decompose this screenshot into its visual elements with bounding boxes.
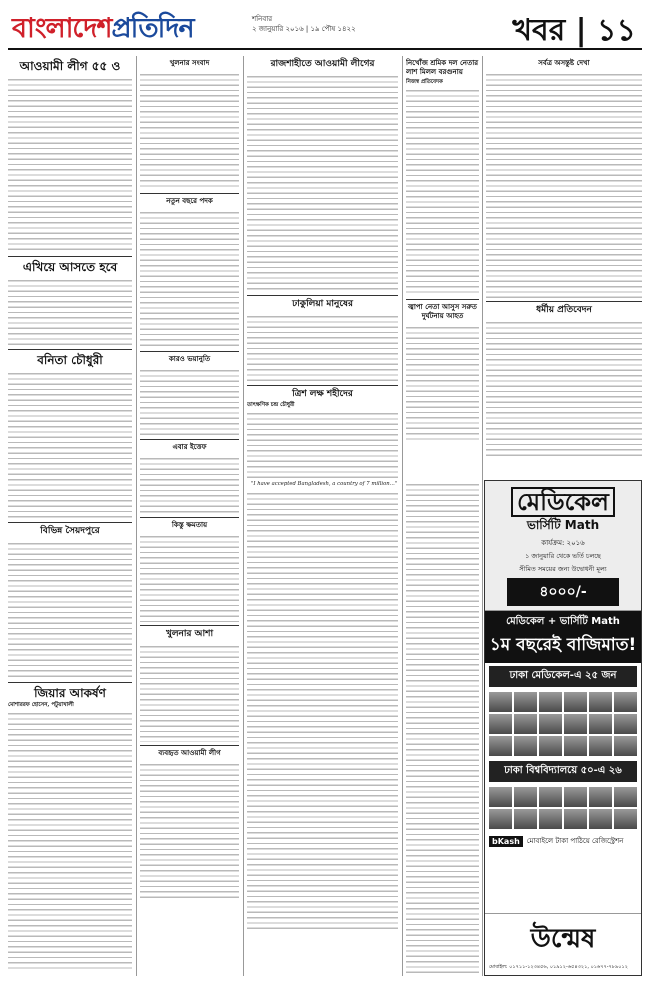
student-photo [614, 809, 637, 829]
headline: জিয়ার আকর্ষণ [34, 686, 106, 700]
column-1 [8, 56, 132, 976]
student-photo [489, 692, 512, 712]
article-text [140, 366, 239, 436]
ad-brand: উন্মেষ [530, 924, 596, 954]
article-text [406, 480, 479, 976]
bkash-note: মোবাইলে টাকা পাঠিয়ে রেজিস্ট্রেশন [526, 837, 624, 845]
quote-text: "I have accepted Bangladesh, a country of 7 million..." [251, 480, 398, 487]
headline: কিস্তু ক্ষমতায় [171, 521, 208, 529]
headline: সর্বত্র অসন্তুষ্ট দেখা [538, 59, 590, 67]
headline: খুলনার সংবাদ [169, 59, 210, 67]
bkash-row [489, 835, 637, 847]
column-3 [247, 56, 398, 976]
article-text [406, 86, 479, 296]
newspaper-logo [12, 8, 194, 53]
ad-result-university: ঢাকা বিশ্ববিদ্যালয়ে ৫০-এ ২৬ [489, 761, 637, 782]
student-photo [589, 714, 612, 734]
article-text [406, 323, 479, 443]
byline: তাৎক্ষণিক চন্দ্র চৌধুরী [247, 402, 295, 408]
ad-subtitle: ভার্সিটি Math [526, 518, 600, 532]
column-2 [140, 56, 239, 976]
article-text [140, 532, 239, 622]
article-text [247, 409, 398, 479]
byline: নিজস্ব প্রতিবেদক [406, 79, 443, 85]
headline: ব্যবহৃত আওয়ামী লীগ [158, 749, 221, 757]
student-photo [514, 714, 537, 734]
headline: জ্বাপা নেতা আসুস সরুত দুর্ঘটনায় আহত [408, 302, 477, 320]
date-label: ২ জানুয়ারি ২০১৬ | ১৯ পৌষ ১৪২২ [252, 25, 356, 33]
student-photo [589, 809, 612, 829]
headline: বিভিন্ন সৈয়দপুরে [40, 526, 100, 536]
student-photo [614, 736, 637, 756]
student-photo [539, 736, 562, 756]
dateline [252, 14, 356, 34]
article-text [8, 369, 132, 519]
ad-result-medical: ঢাকা মেডিকেল-এ ২৫ জন [489, 666, 637, 687]
ad-banner-line2: ১ম বছরেই বাজিমাত! [485, 632, 641, 663]
article-text [8, 709, 132, 969]
ad-price: ৪০০০/- [507, 578, 619, 606]
student-photo [589, 736, 612, 756]
student-photo [489, 714, 512, 734]
ad-footer [485, 913, 641, 975]
student-photo [489, 787, 512, 807]
article-text [8, 75, 132, 253]
article-text [140, 642, 239, 742]
bkash-logo: bKash [489, 836, 523, 847]
headline: ধর্মীয় প্রতিবেদন [536, 305, 592, 315]
column-divider [243, 56, 244, 976]
article-text [140, 208, 239, 348]
student-photo [489, 809, 512, 829]
student-photo [614, 787, 637, 807]
logo-accent: প্রতিদিন [111, 13, 194, 44]
student-photo [589, 787, 612, 807]
student-photo [564, 736, 587, 756]
article-text [247, 72, 398, 292]
column-4 [406, 56, 479, 476]
headline: এবার ইত্তেফ [172, 443, 207, 451]
student-photo-grid [485, 785, 641, 831]
article-text [8, 276, 132, 346]
day-label: শনিবার [252, 15, 273, 23]
article-text [247, 312, 398, 382]
advertisement [484, 480, 642, 976]
headline: রাজশাহীতে আওয়ামী লীগের [270, 59, 375, 69]
student-photo [514, 736, 537, 756]
logo-main: বাংলাদেশ [12, 13, 112, 44]
student-photo [614, 714, 637, 734]
ad-start-line: ১ জানুয়ারি থেকে ভর্তি চলছে [525, 552, 601, 560]
section-title: খবর | ১১ [512, 13, 636, 48]
headline: বনিতা চৌধুরী [37, 353, 103, 367]
headline: আওয়ামী লীগ ৫৫ ও [19, 59, 121, 73]
student-photo [539, 692, 562, 712]
article-text [140, 454, 239, 514]
ad-header [485, 481, 641, 611]
headline: নতুন বছরে পদক [166, 197, 213, 205]
headline: ত্রিশ লক্ষ শহীদের [292, 389, 353, 399]
column-5 [486, 56, 642, 476]
column-4-lower [406, 480, 479, 976]
column-divider [482, 56, 483, 976]
headline: এখিয়ে আসতে হবে [22, 260, 118, 274]
student-photo [539, 787, 562, 807]
ad-year: কার্যক্রম: ২০১৬ [541, 539, 585, 547]
student-photo [489, 736, 512, 756]
student-photo [614, 692, 637, 712]
student-photo [564, 787, 587, 807]
article-text [8, 539, 132, 679]
article-text [140, 760, 239, 900]
article-text [486, 318, 642, 458]
student-photo-grid [485, 690, 641, 758]
byline: মোশাররফ হোসেন, পটুয়াখালী [8, 702, 74, 708]
student-photo [564, 809, 587, 829]
student-photo [564, 692, 587, 712]
headline: খুলনার আশা [165, 629, 214, 639]
student-photo [514, 787, 537, 807]
student-photo [539, 714, 562, 734]
student-photo [514, 809, 537, 829]
column-divider [136, 56, 137, 976]
ad-banner-line1: মেডিকেল + ভার্সিটি Math [485, 611, 641, 632]
headline: ঢাকুলিয়া মানুষের [292, 299, 353, 309]
article-text [140, 70, 239, 190]
student-photo [589, 692, 612, 712]
ad-offer-line: সীমিত সময়ের জন্য উদ্বোধনী মূল্য [519, 565, 607, 573]
headline: কারও ভয়ানুতি [168, 355, 211, 363]
masthead [8, 6, 642, 50]
student-photo [514, 692, 537, 712]
column-divider [402, 56, 403, 976]
ad-phones: মোবাইল: ০১৭১১-১২৩৪৫৬, ০১৯১২-৬৫৪৩২১, ০১৬৭৭-৭৮৯০১২ [489, 964, 629, 970]
student-photo [564, 714, 587, 734]
headline: নিখোঁজ শ্রমিক দল নেতার লাশ মিলল বরগুনায় [406, 59, 479, 76]
ad-title: মেডিকেল [511, 487, 615, 517]
article-text [247, 489, 398, 929]
article-text [486, 70, 642, 298]
student-photo [539, 809, 562, 829]
